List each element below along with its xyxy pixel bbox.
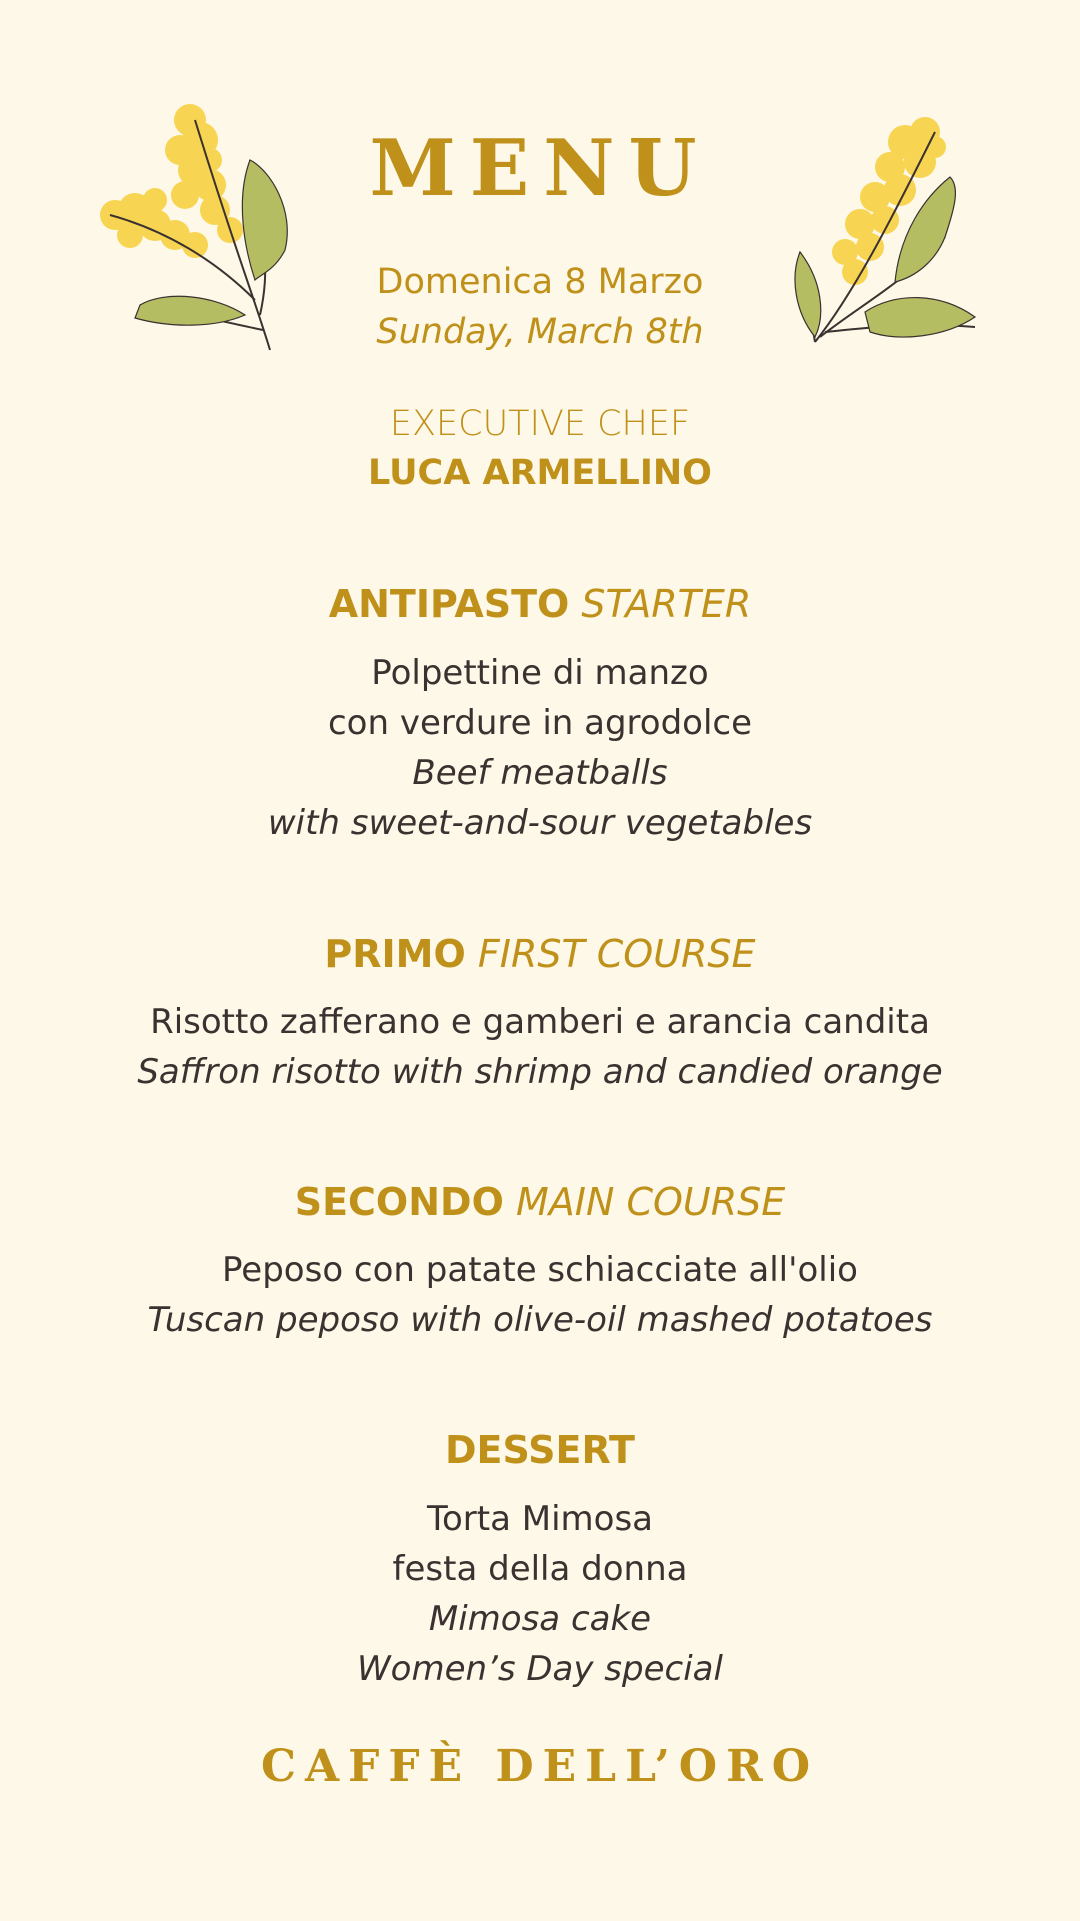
section-name-english: MAIN COURSE <box>515 1180 786 1224</box>
section-name-italian: DESSERT <box>445 1428 635 1472</box>
dish-line-italian: Torta Mimosa <box>427 1499 653 1539</box>
section-heading-primo <box>0 932 1080 976</box>
dish-secondo <box>0 1245 1080 1345</box>
event-date-english: Sunday, March 8th <box>376 312 704 352</box>
section-name-english: FIRST COURSE <box>477 932 756 976</box>
dish-line-italian: Polpettine di manzo <box>371 653 709 693</box>
section-heading-secondo <box>0 1180 1080 1224</box>
section-heading-antipasto <box>0 582 1080 626</box>
dish-line-italian: Peposo con patate schiacciate all'olio <box>222 1250 858 1290</box>
dish-line-italian: festa della donna <box>392 1549 688 1589</box>
dish-line-english: with sweet-and-sour vegetables <box>267 803 813 843</box>
section-name-italian: SECONDO <box>294 1180 504 1224</box>
dish-line-english: Saffron risotto with shrimp and candied orange <box>137 1052 943 1092</box>
dish-line-english: Tuscan peposo with olive-oil mashed potatoes <box>147 1300 933 1340</box>
dish-line-italian: con verdure in agrodolce <box>327 703 753 743</box>
dish-antipasto <box>0 648 1080 848</box>
section-name-italian: ANTIPASTO <box>328 582 570 626</box>
event-date-italian: Domenica 8 Marzo <box>376 262 704 302</box>
page-title: MENU <box>369 123 711 214</box>
chef-label: EXECUTIVE CHEF <box>389 404 691 444</box>
dish-dessert <box>0 1494 1080 1694</box>
chef-name: LUCA ARMELLINO <box>368 453 712 493</box>
section-name-english: STARTER <box>581 582 752 626</box>
section-name-italian: PRIMO <box>324 932 466 976</box>
dish-line-english: Beef meatballs <box>412 753 668 793</box>
dish-line-italian: Risotto zafferano e gamberi e arancia candita <box>150 1002 930 1042</box>
dish-line-english: Mimosa cake <box>428 1599 652 1639</box>
dish-primo <box>0 997 1080 1097</box>
dish-line-english: Women’s Day special <box>357 1649 723 1689</box>
brand-logo-text: CAFFÈ DELL’ORO <box>260 1741 820 1792</box>
section-heading-dessert <box>0 1428 1080 1472</box>
